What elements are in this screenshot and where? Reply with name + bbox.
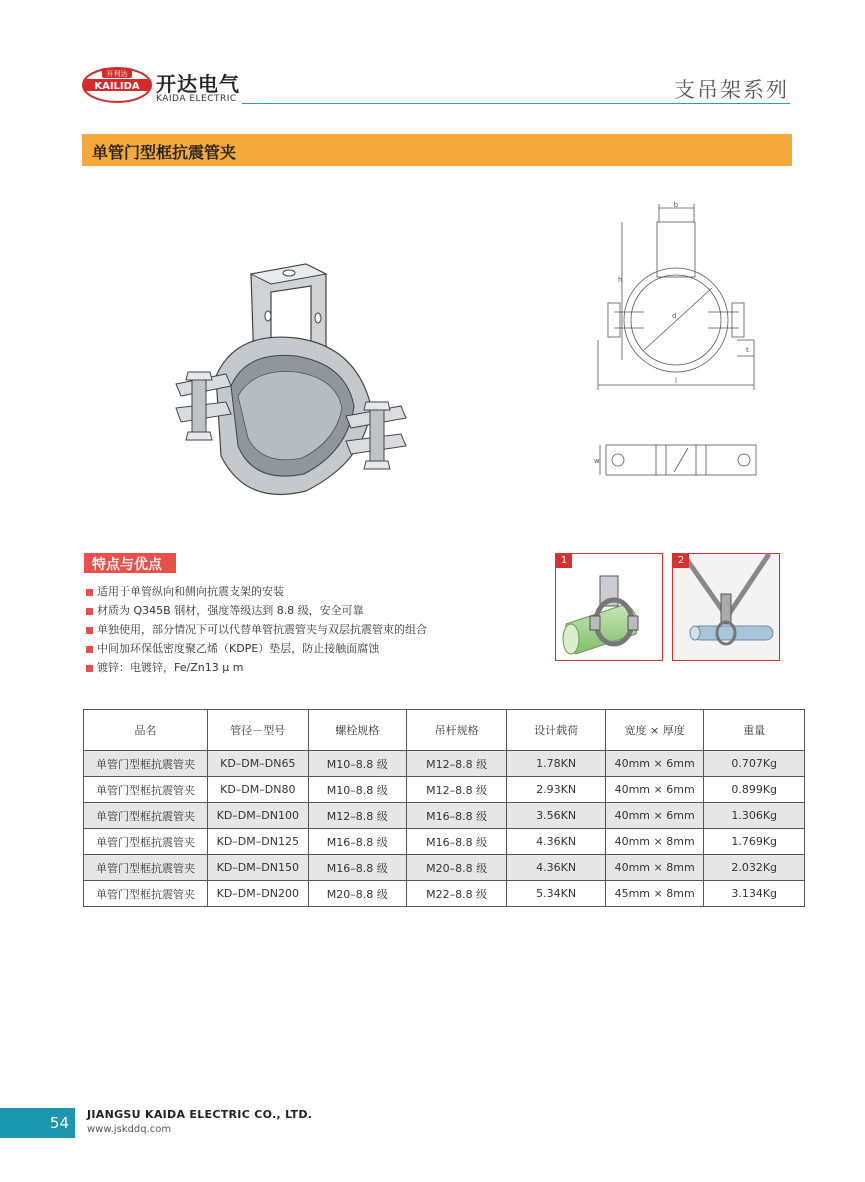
company-website: www.jskddq.com (87, 1124, 172, 1135)
feature-item: 单独使用，部分情况下可以代替单管抗震管夹与双层抗震管束的组合 (86, 620, 427, 639)
dim-label-w: w (594, 457, 600, 465)
feature-item: 材质为 Q345B 钢材，强度等级达到 8.8 级，安全可靠 (86, 601, 427, 620)
logo-badge-main-text: KAILIDA (94, 81, 140, 92)
header-divider (242, 103, 790, 104)
technical-drawing-front (574, 200, 769, 395)
page-number-box (0, 1108, 75, 1138)
bullet-square-icon (86, 646, 93, 653)
clamp-on-green-pipe-image (556, 554, 662, 660)
dim-label-d: d (672, 312, 677, 320)
feature-item: 镀锌：电镀锌，Fe/Zn13 μ m (86, 658, 427, 677)
product-title-bar (82, 134, 792, 166)
col-header-rod: 吊杆规格 (406, 710, 506, 751)
col-header-model: 管径－型号 (208, 710, 308, 751)
photo-number-badge: 2 (673, 554, 689, 568)
bullet-square-icon (86, 608, 93, 615)
col-header-load: 设计载荷 (507, 710, 606, 751)
bullet-square-icon (86, 665, 93, 672)
series-title: 支吊架系列 (674, 78, 789, 102)
table-row: 单管门型框抗震管夹 KD–DM–DN150 M16–8.8 级 M20–8.8 级 4.36KN 40mm × 8mm 2.032Kg (84, 855, 805, 881)
col-header-weight: 重量 (704, 710, 805, 751)
table-header-row (84, 710, 805, 751)
page-number: 54 (49, 1114, 69, 1132)
features-heading-box (84, 553, 176, 573)
installation-photo-1 (555, 553, 663, 661)
feature-item: 适用于单管纵向和侧向抗震支架的安装 (86, 582, 427, 601)
seismic-brace-pipe-image (673, 554, 779, 660)
company-name: JIANGSU KAIDA ELECTRIC CO., LTD. (87, 1108, 313, 1121)
table-row: 单管门型框抗震管夹 KD–DM–DN65 M10–8.8 级 M12–8.8 级 1.78KN 40mm × 6mm 0.707Kg (84, 751, 805, 777)
dim-label-l: l (675, 377, 677, 385)
feature-item: 中间加环保低密度聚乙烯（KDPE）垫层，防止接触面腐蚀 (86, 639, 427, 658)
table-row: 单管门型框抗震管夹 KD–DM–DN125 M16–8.8 级 M16–8.8 级 4.36KN 40mm × 8mm 1.769Kg (84, 829, 805, 855)
features-list (86, 582, 427, 677)
bullet-square-icon (86, 589, 93, 596)
product-title: 单管门型框抗震管夹 (92, 143, 237, 162)
dim-label-b: b (673, 201, 679, 209)
col-header-bolt: 螺栓规格 (308, 710, 406, 751)
features-heading: 特点与优点 (92, 557, 162, 573)
photo-number-badge: 1 (556, 554, 572, 568)
kailida-badge-icon (82, 64, 152, 104)
pipe-clamp-illustration (176, 256, 416, 508)
dim-label-h: h (618, 276, 623, 284)
table-row: 单管门型框抗震管夹 KD–DM–DN80 M10–8.8 级 M12–8.8 级 2.93KN 40mm × 6mm 0.899Kg (84, 777, 805, 803)
table-row: 单管门型框抗震管夹 KD–DM–DN100 M12–8.8 级 M16–8.8 级 3.56KN 40mm × 6mm 1.306Kg (84, 803, 805, 829)
brand-name-en: KAIDA ELECTRIC (156, 94, 237, 104)
bullet-square-icon (86, 627, 93, 634)
installation-photo-2 (672, 553, 780, 661)
dim-label-t: t (746, 346, 749, 354)
company-logo (82, 64, 242, 110)
logo-badge-top-text: 开利达 (106, 70, 128, 78)
col-header-name: 品名 (84, 710, 208, 751)
specification-table (83, 709, 805, 907)
table-row: 单管门型框抗震管夹 KD–DM–DN200 M20–8.8 级 M22–8.8 级 5.34KN 45mm × 8mm 3.134Kg (84, 881, 805, 907)
col-header-width-thickness: 宽度 × 厚度 (605, 710, 703, 751)
technical-drawing-top (596, 430, 766, 492)
brand-name-cn: 开达电气 (156, 72, 240, 96)
